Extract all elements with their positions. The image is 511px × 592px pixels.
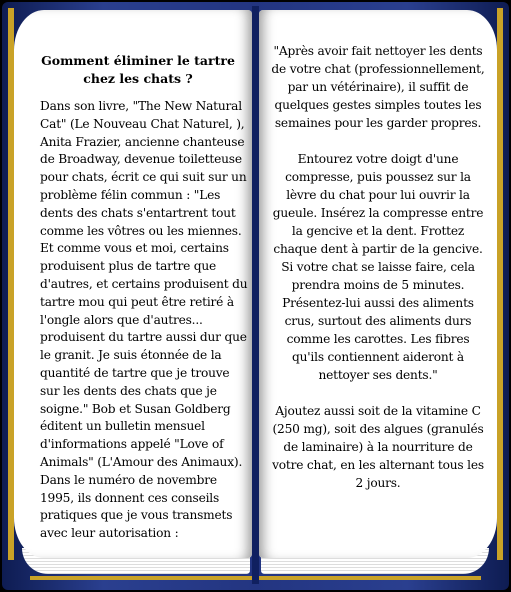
right-paragraph-3: Ajoutez aussi soit de la vitamine C (250 mg), soit des algues (granulés de laminaire) à la nourriture de votre chat, en les alternant tous les 2 jours. [272,404,484,490]
title-line-2: chez les chats ? [83,71,193,86]
article-title [38,52,238,88]
right-page-body [270,42,486,510]
right-paragraph-1: "Après avoir fait nettoyer les dents de votre chat (professionnellement, par un vétérinaire), il suffit de quelques gestes simples toutes les semaines pour les garder propres. [271,44,485,130]
book-spine [252,6,259,584]
right-paragraph-2: Entourez votre doigt d'une compresse, puis poussez sur la lèvre du chat pour lui ouvrir la gueule. Insérez la compresse entre la gencive et la dent. Frottez chaque dent à partir de la gencive. Si votre chat se laisse faire, cela prendra moins de 5 minutes. Présentez-lui aussi des aliments crus, surtout des aliments durs comme les carottes. Les fibres qu'ils contiennent aideront à nettoyer ses dents." [272,152,484,382]
title-line-1: Gomment éliminer le tartre [41,53,235,68]
left-page-body: Dans son livre, "The New Natural Cat" (Le Nouveau Chat Naturel, ), Anita Frazier, ancienne chanteuse de Broadway, devenue toiletteuse pour chats, écrit ce qui suit sur un problème félin commun : "Les dents des chats s'entartrent tout comme les vôtres ou les miennes. Et comme vous et moi, certains produisent plus de tartre que d'autres, et certains produisent du tartre mou qui peut être retiré à l'ongle alors que d'autres... produisent du tartre aussi dur que le granit. Je suis étonnée de la quantité de tartre que je trouve sur les dents des chats que je soigne." Bob et Susan Goldberg éditent un bulletin mensuel d'informations appelé "Love of Animals" (L'Amour des Animaux). Dans le numéro de novembre 1995, ils donnent ces conseils pratiques que je vous transmets avec leur autorisation : [40,99,248,541]
gold-trim-right [497,8,503,560]
